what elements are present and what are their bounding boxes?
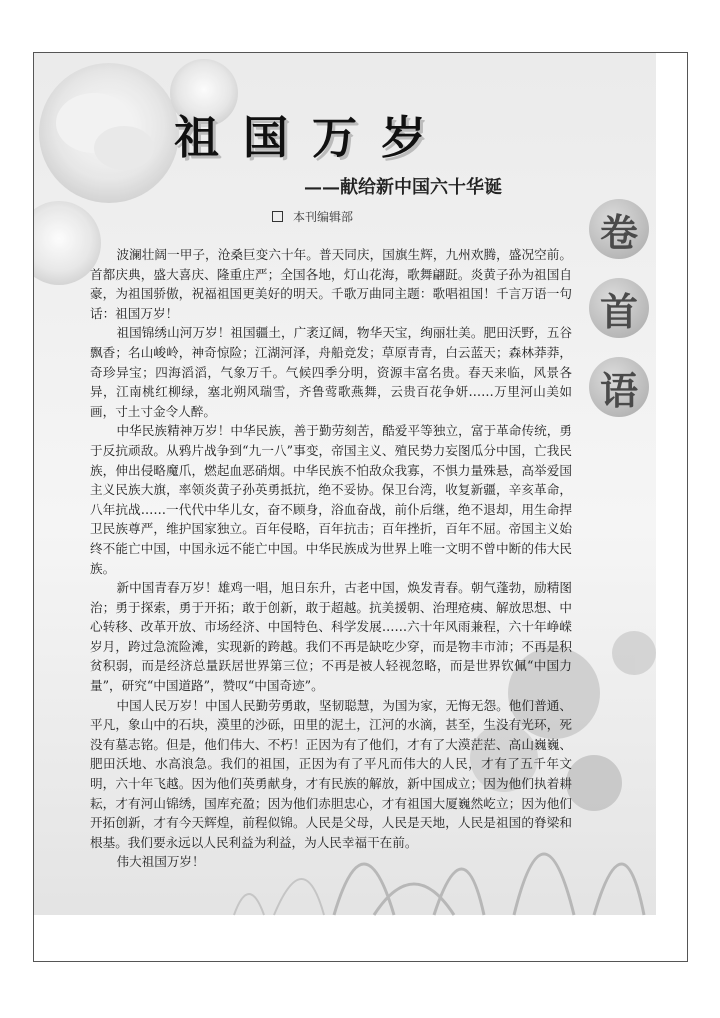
paragraph: 祖国锦绣山河万岁！祖国疆土，广袤辽阔，物华天宝，绚丽壮美。肥田沃野，五谷飘香；名山峻岭，神奇惊险；江湖河泽，舟船竞发；草原青青，白云蓝天；森林莽莽，奇珍异宝；四海滔滔，气象万千。气候四季分明，资源丰富名贵。春天来临，风景各异，江南桃红柳绿，塞北朔风瑞雪，齐鲁莺歌燕舞，云贵百花争妍……万里河山美如画，寸土寸金令人醉。 — [90, 325, 572, 419]
paragraph: 中华民族精神万岁！中华民族，善于勤劳刻苦，酷爱平等独立，富于革命传统，勇于反抗顽敌。从鸦片战争到“九一八”事变，帝国主义、殖民势力妄图瓜分中国，亡我民族，伸出侵略魔爪，燃起血恶硝烟。中华民族不怕敌众我寡，不惧力量殊悬，高举爱国主义民族大旗，率领炎黄子孙英勇抵抗，绝不妥协。保卫台湾，收复新疆，辛亥革命，八年抗战……一代代中华儿女，奋不顾身，浴血奋战，前仆后继，绝不退却，用生命捍卫民族尊严，维护国家独立。百年侵略，百年抗击；百年挫折，百年不屈。帝国主义始终不能亡中国，中国永远不能亡中国。中华民族成为世界上唯一文明不曾中断的伟大民族。 — [90, 423, 572, 576]
badge-char: 语 — [599, 368, 638, 413]
paragraph: 新中国青春万岁！雄鸡一唱，旭日东升，古老中国，焕发青春。朝气蓬勃，励精图治；勇于探索，勇于开拓；敢于创新，敢于超越。抗美援朝、治理疮痍、解放思想、中心转移、改革开放、市场经济、中国特色、科学发展……六十年风雨兼程，六十年峥嵘岁月，跨过急流险滩，实现新的跨越。我们不再是缺吃少穿，而是物丰市沛；不再是积贫积弱，而是经济总量跃居世界第三位；不再是被人轻视忽略，而是世界钦佩“中国力量”，研究“中国道路”，赞叹“中国奇迹”。 — [90, 580, 572, 694]
document-page — [33, 52, 688, 962]
paragraph: 波澜壮阔一甲子，沧桑巨变六十年。普天同庆，国旗生辉，九州欢腾，盛况空前。首都庆典，盛大喜庆、隆重庄严；全国各地，灯山花海，歌舞翩跹。炎黄子孙为祖国自豪，为祖国骄傲，祝福祖国更美好的明天。千歌万曲同主题：歌唱祖国！千言万语一句话：祖国万岁！ — [90, 247, 572, 321]
column-label-badges — [587, 199, 659, 436]
page-title: 祖国万岁 — [174, 111, 451, 164]
badge-char: 卷 — [599, 210, 638, 255]
paragraph: 伟大祖国万岁！ — [116, 854, 205, 870]
checkbox-square-icon — [272, 211, 283, 222]
badge-circle — [589, 278, 649, 338]
page-subtitle: ——献给新中国六十华诞 — [304, 177, 502, 198]
article-body — [90, 245, 572, 872]
byline-text: 本刊编辑部 — [293, 210, 354, 224]
badge-circle — [589, 199, 649, 259]
paragraph: 中国人民万岁！中国人民勤劳勇敢，坚韧聪慧，为国为家，无悔无怨。他们普通、平凡，象山中的石块，漠里的沙砾，田里的泥土，江河的水滴，甚至，生没有光环，死没有墓志铭。但是，他们伟大、不朽！正因为有了他们，才有了大漠茫茫、高山巍巍、肥田沃地、水高浪急。我们的祖国，正因为有了平凡而伟大的人民，才有了五千年文明，六十年飞越。因为他们英勇献身，才有民族的解放，新中国成立；因为他们执着耕耘，才有河山锦绣，国库充盈；因为他们赤胆忠心，才有祖国大厦巍然屹立；因为他们开拓创新，才有今天辉煌，前程似锦。人民是父母，人民是天地，人民是祖国的脊梁和根基。我们要永远以人民利益为利益，为人民幸福干在前。 — [90, 697, 572, 850]
byline — [272, 208, 353, 225]
badge-circle — [589, 357, 649, 417]
badge-char: 首 — [599, 289, 638, 334]
